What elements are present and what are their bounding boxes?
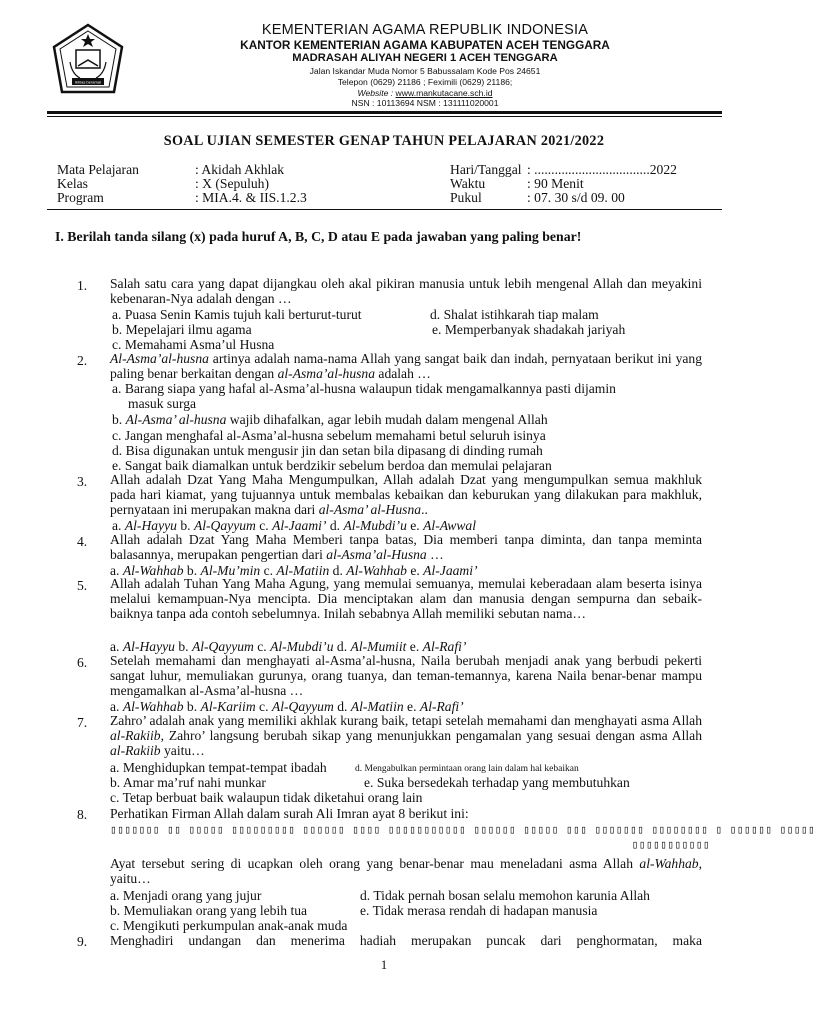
website-link[interactable]: www.mankutacane.sch.id [395,88,493,98]
info-label-subject: Mata Pelajaran [57,162,139,177]
q7-number: 7. [77,715,88,730]
q9-number: 9. [77,934,88,949]
q1-option-c: c. Memahami Asma’ul Husna [112,337,275,352]
q2-option-a-cont: masuk surga [128,396,197,411]
q2-option-e: e. Sangat baik diamalkan untuk berdzikir sebelum berdoa dan memulai pelajaran [112,458,552,473]
q3-options: a. Al-Hayyu b. Al-Qayyum c. Al-Jaami’ d. Al-Mubdi’u e. Al-Awwal [112,518,476,533]
q8-text: Perhatikan Firman Allah dalam surah Ali Imran ayat 8 berikut ini: [110,806,469,821]
q8-option-a: a. Menjadi orang yang jujur [110,888,262,903]
ministry-logo [48,22,128,102]
q7-option-d: d. Mengabulkan permintaan orang lain dalam hal kebaikan [355,764,579,774]
header-website-line [130,88,720,98]
q7-option-c: c. Tetap berbuat baik walaupun tidak diketahui orang lain [110,790,423,805]
q8-option-c: c. Mengikuti perkumpulan anak-anak muda [110,918,348,933]
info-value-class: : X (Sepuluh) [195,176,270,191]
q8-option-e: e. Tidak merasa rendah di hadapan manusia [360,903,598,918]
info-rule [47,209,722,210]
header-line3: MADRASAH ALIYAH NEGERI 1 ACEH TENGGARA [292,52,558,64]
q8-verse-line2: ▯▯▯▯▯▯▯▯▯▯▯ [631,838,710,851]
info-label-date: Hari/Tanggal [450,162,522,177]
info-value-hour: : 07. 30 s/d 09. 00 [527,190,625,205]
q6-number: 6. [77,655,88,670]
info-label-hour: Pukul [450,190,482,205]
q2-option-d: d. Bisa digunakan untuk mengusir jin dan setan bila dipasang di dinding rumah [112,443,543,458]
q1-option-a: a. Puasa Senin Kamis tujuh kali berturut-turut [112,307,362,322]
q1-option-e: e. Memperbanyak shadakah jariyah [432,322,626,337]
info-label-class: Kelas [57,176,88,191]
q3-number: 3. [77,474,88,489]
exam-title: SOAL UJIAN SEMESTER GENAP TAHUN PELAJARAN 2021/2022 [163,133,605,149]
page-number: 1 [380,957,388,972]
q5-text: Allah adalah Tuhan Yang Maha Agung, yang memulai semuanya, memulai keberadaan alam beserta isinya melalui kemampuan-Nya mencipta. Dia menciptakan alam dan manusia dengan sempurna dan sebaik-baiknya tanpa ada contoh sebelumnya. Inilah sebabnya Allah memiliki sebutan nama… [110,576,702,622]
header-rule-thin [47,116,722,117]
q2-option-a: a. Barang siapa yang hafal al-Asma’al-husna walaupun tidak mengamalkannya pasti dijamin [112,381,616,396]
header-phone: Telepon (0629) 21186 ; Feximili (0629) 21186; [337,77,513,87]
q1-text: Salah satu cara yang dapat dijangkau oleh akal pikiran manusia untuk lebih mengenal Allah dan meyakini kebenaran-Nya adalah dengan … [110,276,702,307]
q4-options: a. Al-Wahhab b. Al-Mu’min c. Al-Matiin d. Al-Wahhab e. Al-Jaami’ [110,563,478,578]
q1-number: 1. [77,278,88,293]
q1-option-d: d. Shalat istihkarah tiap malam [430,307,599,322]
header-address: Jalan Iskandar Muda Nomor 5 Babussalam Kode Pos 24651 [309,66,541,76]
info-value-time: : 90 Menit [527,176,584,191]
q2-option-c: c. Jangan menghafal al-Asma’al-husna sebelum memahami betul seluruh isinya [112,428,546,443]
logo-text: ikhlas beramal [75,79,101,85]
q8-option-b: b. Memuliakan orang yang lebih tua [110,903,308,918]
header-rule-thick [47,111,722,114]
info-value-date: : ..................................2022 [527,162,677,177]
header-line2: KANTOR KEMENTERIAN AGAMA KABUPATEN ACEH TENGGARA [240,38,610,52]
q7-option-b: b. Amar ma’ruf nahi munkar [110,775,266,790]
q5-options: a. Al-Hayyu b. Al-Qayyum c. Al-Mubdi’u d. Al-Mumiit e. Al-Rafi’ [110,639,467,654]
q7-option-a: a. Menghidupkan tempat-tempat ibadah [110,760,327,775]
q7-option-e: e. Suka bersedekah terhadap yang membutuhkan [364,775,630,790]
q2-text: Al-Asma’al-husna artinya adalah nama-nama Allah yang sangat baik dan indah, pernyataan berikut ini yang paling benar berkaitan dengan al-Asma’al-husna adalah … [110,351,702,382]
q8-question: Ayat tersebut sering di ucapkan oleh orang yang benar-benar mau meneladani asma Allah al-Wahhab, yaitu… [110,856,702,887]
header-line1: KEMENTERIAN AGAMA REPUBLIK INDONESIA [261,22,589,38]
q6-options: a. Al-Wahhab b. Al-Kariim c. Al-Qayyum d. Al-Matiin e. Al-Rafi’ [110,699,464,714]
header-nsn: NSN : 10113694 NSM : 131111020001 [351,98,499,108]
q6-text: Setelah memahami dan menghayati al-Asma’al-husna, Naila berubah menjadi anak yang berbudi pekerti sangat luhur, memuliakan gurunya, orang tuanya, dan teman-temannya, karena Naila benar-benar mampu mengamalkan al-Asma’al-husna … [110,653,702,699]
q9-text: Menghadiri undangan dan menerima hadiah merupakan puncak dari penghormatan, maka [110,933,702,948]
instruction: I. Berilah tanda silang (x) pada huruf A, B, C, D atau E pada jawaban yang paling benar! [55,229,582,244]
q8-option-d: d. Tidak pernah bosan selalu memohon karunia Allah [360,888,650,903]
q3-text: Allah adalah Dzat Yang Maha Mengumpulkan, Allah adalah Dzat yang mengumpulkan semua makhluk pada hari kiamat, yang tujuannya untuk membalas kebaikan dan keburukan yang dilakukan para makhluk, pernyataan ini merupakan makna dari al-Asma’ al-Husna.. [110,472,702,518]
q2-option-b: b. Al-Asma’ al-husna wajib dihafalkan, agar lebih mudah dalam mengenal Allah [112,412,548,427]
website-label: Website : [357,88,396,98]
q8-verse-line1: ▯▯▯▯▯▯▯ ▯▯ ▯▯▯▯▯ ▯▯▯▯▯▯▯▯▯ ▯▯▯▯▯▯ ▯▯▯▯ ▯▯▯▯▯▯▯▯▯▯▯ ▯▯▯▯▯▯ ▯▯▯▯▯ ▯▯▯ ▯▯▯▯▯▯▯ ▯▯▯▯▯▯▯▯ ▯ ▯▯▯▯▯▯ ▯▯▯▯▯ [110,823,815,836]
q5-number: 5. [77,578,88,593]
q4-text: Allah adalah Dzat Yang Maha Memberi tanpa batas, Dia memberi tanpa diminta, dan tanpa meminta balasannya, merupakan pengertian dari al-Asma’al-Husna … [110,532,702,563]
q4-number: 4. [77,534,88,549]
q1-option-b: b. Mepelajari ilmu agama [112,322,252,337]
q8-number: 8. [77,807,88,822]
q7-text: Zahro’ adalah anak yang memiliki akhlak kurang baik, tetapi setelah memahami dan menghayati asma Allah al-Rakiib, Zahro’ langsung berubah sikap yang menunjukkan pengamalan yang sesuai dengan asma Allah al-Rakiib yaitu… [110,713,702,759]
info-label-time: Waktu [450,176,486,191]
info-label-program: Program [57,190,104,205]
info-value-subject: : Akidah Akhlak [195,162,285,177]
q2-number: 2. [77,353,88,368]
info-value-program: : MIA.4. & IIS.1.2.3 [195,190,307,205]
